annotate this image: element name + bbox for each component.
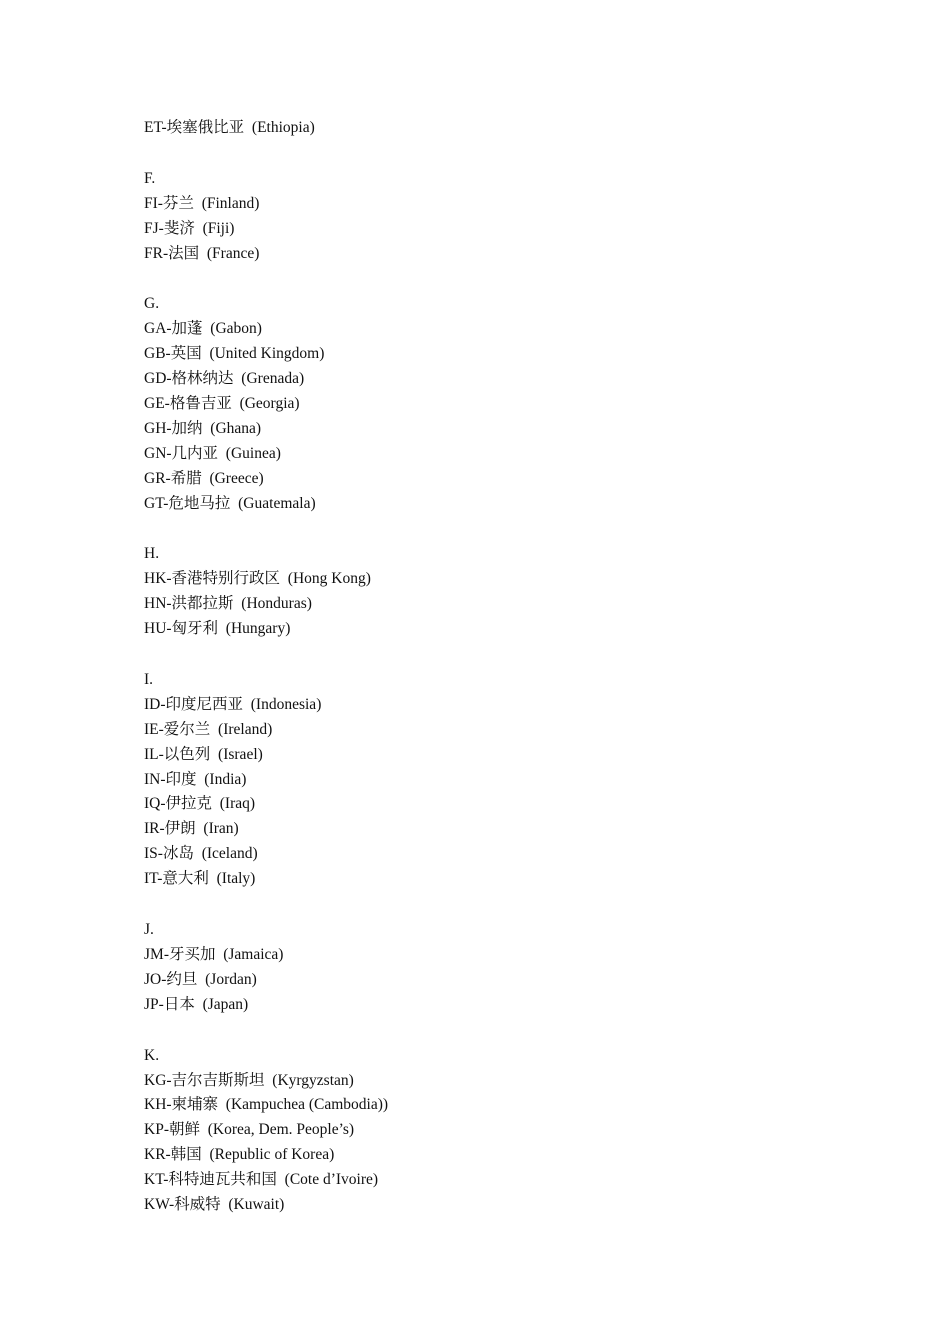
entry-jp: JP-日本 (Japan) [144,995,249,1013]
entry-id: ID-印度尼西亚 (Indonesia) [144,695,322,713]
entry-hu: HU-匈牙利 (Hungary) [144,620,291,638]
country-code-list [144,116,388,1218]
entry-gh: GH-加纳 (Ghana) [144,419,262,437]
entry-gt: GT-危地马拉 (Guatemala) [144,494,316,512]
entry-ie: IE-爱尔兰 (Ireland) [144,720,273,738]
section-letter-h: H. [144,545,160,563]
entry-kp: KP-朝鲜 (Korea, Dem. People’s) [144,1121,355,1139]
entry-et: ET-埃塞俄比亚 (Ethiopia) [144,119,315,136]
section-letter-i: I. [144,671,154,689]
entry-gd: GD-格林纳达 (Grenada) [144,370,305,388]
entry-fj: FJ-斐济 (Fiji) [144,219,235,237]
entry-ir: IR-伊朗 (Iran) [144,820,239,838]
section-letter-j: J. [144,921,154,939]
entry-ga: GA-加蓬 (Gabon) [144,320,262,338]
entry-fr: FR-法国 (France) [144,244,260,262]
entry-kt: KT-科特迪瓦共和国 (Cote d’Ivoire) [144,1171,379,1189]
entry-in: IN-印度 (India) [144,770,247,788]
entry-fi: FI-芬兰 (Finland) [144,194,260,212]
section-k [144,1044,388,1218]
section-f [144,167,388,267]
entry-gr: GR-希腊 (Greece) [144,469,264,487]
section-letter-k: K. [144,1046,160,1064]
entry-hn: HN-洪都拉斯 (Honduras) [144,595,312,613]
entry-ge: GE-格鲁吉亚 (Georgia) [144,395,300,413]
entry-iq: IQ-伊拉克 (Iraq) [144,795,256,813]
entry-hk: HK-香港特别行政区 (Hong Kong) [144,570,371,588]
section-i [144,668,388,892]
entry-gb: GB-英国 (United Kingdom) [144,345,325,363]
entry-kr: KR-韩国 (Republic of Korea) [144,1146,335,1164]
section-letter-g: G. [144,295,160,313]
entry-it: IT-意大利 (Italy) [144,870,256,888]
entry-il: IL-以色列 (Israel) [144,745,263,763]
section-h [144,542,388,642]
entry-jm: JM-牙买加 (Jamaica) [144,945,284,963]
entry-jo: JO-约旦 (Jordan) [144,970,257,988]
section-g [144,292,388,516]
entry-gn: GN-几内亚 (Guinea) [144,444,281,462]
entry-is: IS-冰岛 (Iceland) [144,845,258,863]
entry-kw: KW-科威特 (Kuwait) [144,1195,285,1213]
section-letter-f: F. [144,169,156,187]
entry-kg: KG-吉尔吉斯斯坦 (Kyrgyzstan) [144,1071,354,1089]
entry-kh: KH-柬埔寨 (Kampuchea (Cambodia)) [144,1096,389,1114]
section-j [144,918,388,1018]
section-e [144,116,388,141]
